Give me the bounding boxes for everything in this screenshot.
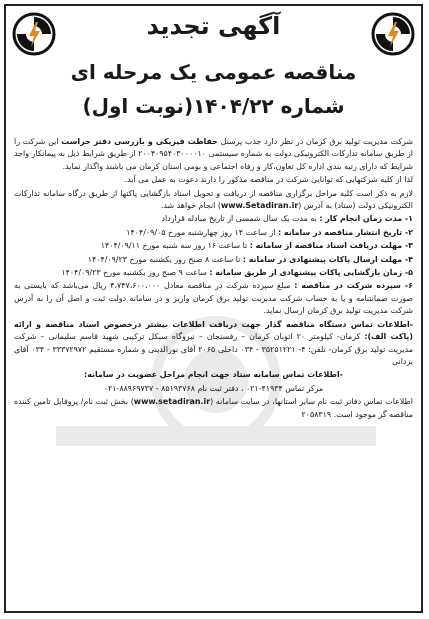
notice-body (14, 136, 413, 422)
notice-frame (4, 4, 423, 613)
item-6: ۶- سپرده شرکت در مناقصه : مبلغ سپرده شرکت در مناقصه معادل ۴،۷۴۷،۶۰۰،۰۰۰ ریال می‌باشد که بایستی به صورت ضمانتنامه و یا به حساب شرکت مدیریت تولید برق کرمان واریز و در سامانه دولت ثبت و اصل آن را به آدرس شرکت مدیریت تولید برق کرمان ارسال نماید. (14, 281, 413, 316)
footer-paragraph: اطلاعات تماس دفاتر ثبت نام سایر استانها، در سایت سامانه (www.setadiran.ir) بخش ثبت نام/ پروفایل تامین کننده مناقصه گر موجود است. ۲۰۵۸۳۱۹ (14, 397, 413, 419)
process-paragraph: لازم به ذکر است کلیه مراحل برگزاری مناقصه از دریافت و تحویل اسناد بازگشایی پاکتها از طریق درگاه سامانه تدارکات الکترونیکی دولت (ستاد) به آدرس (www.Setadiran.ir) انجام خواهد شد. (14, 188, 413, 211)
contact-system-title: -اطلاعات تماس سامانه ستاد جهت انجام مراحل عضویت در سامانه: (84, 370, 343, 380)
contact-system-line: مرکز تماس ۴۱۹۳۴-۰۲۱ ، دفتر ثبت نام ۸۵۱۹۳۷۶۸ - ۸۸۹۶۹۷۳۷-۰۲۱ (103, 383, 324, 393)
item-3: ۳- مهلت دریافت اسناد مناقصه از سامانه : تا ساعت ۱۶ روز سه شنبه مورخ ۱۴۰۴/۰۹/۱۱ (100, 241, 413, 251)
item-1: ۱- مدت زمان انجام کار : به مدت یک سال شمسی از تاریخ مبادله قرارداد (161, 214, 413, 224)
intro-paragraph: شرکت مدیریت تولید برق کرمان در نظر دارد جذب پرسنل حفاظت فیزیکی و بازرسی دفتر حراست این شرکت را از طریق سامانه تدارکات الکترونیکی دولت به شماره سیستمی ۲۰۰۴۰۹۵۴۰۳۰۰۰۰۱۰ از طریق شرایط ذیل به پیمانکار واجد شرایط که دارای رتبه بندی اداره کل تعاون،کار و رفاه اجتماعی و بومی استان کرمان می باشند واگذار نماید. (14, 137, 413, 171)
setad-footer-link[interactable]: www.setadiran.ir (133, 397, 211, 407)
item-2: ۲- تاریخ انتشار مناقصه در سامانه : از ساعت ۱۴ روز چهارشنبه مورخ ۱۴۰۴/۰۹/۰۵ (126, 227, 413, 237)
notice-subtitle: مناقصه عمومی یک مرحله ای (70, 60, 357, 84)
item-5: ۵- زمان بازگشایی پاکات پیشنهادی از طریق سامانه : ساعت ۹ صبح روز یکشنبه مورخ ۱۴۰۴/۰۹/۲۳ (61, 268, 413, 278)
notice-number: شماره ۱۴۰۴/۲۲(نوبت اول) (82, 94, 345, 118)
item-4: ۴- مهلت ارسال پاکات پیشنهادی در سامانه : تا ساعت ۸ صبح روز یکشنبه مورخ ۱۴۰۴/۰۹/۲۳ (87, 254, 413, 264)
setad-link[interactable]: www.Setadiran.ir (220, 201, 299, 211)
contact-org-paragraph: -اطلاعات تماس دستگاه مناقصه گذار جهت دریافت اطلاعات بیشتر درخصوص اسناد مناقصه و ارائه (پاکت الف): کرمان- کیلومتر ۲۰ اتوبان کرمان – رفسنجان – نیروگاه سیکل ترکیبی شهید قاسم سلیمانی – شرکت مدیریت تولید برق کرمان- تلفن: ۴- ۳۵۲۵۱۲۲۱ - ۰۳۴ داخلی ۲۰۶۵ آقای نورالدینی و شماره مستقیم ۳۳۳۷۲۹۷۲ - ۰۳۴ آقای یزدانی (14, 319, 413, 366)
notice-title: آگهی تجدید (146, 12, 281, 40)
invite-paragraph: لذا از کلیه شرکتهایی که توانایی شرکت در مناقصه مذکور را دارند دعوت به عمل می آید. (124, 175, 413, 185)
